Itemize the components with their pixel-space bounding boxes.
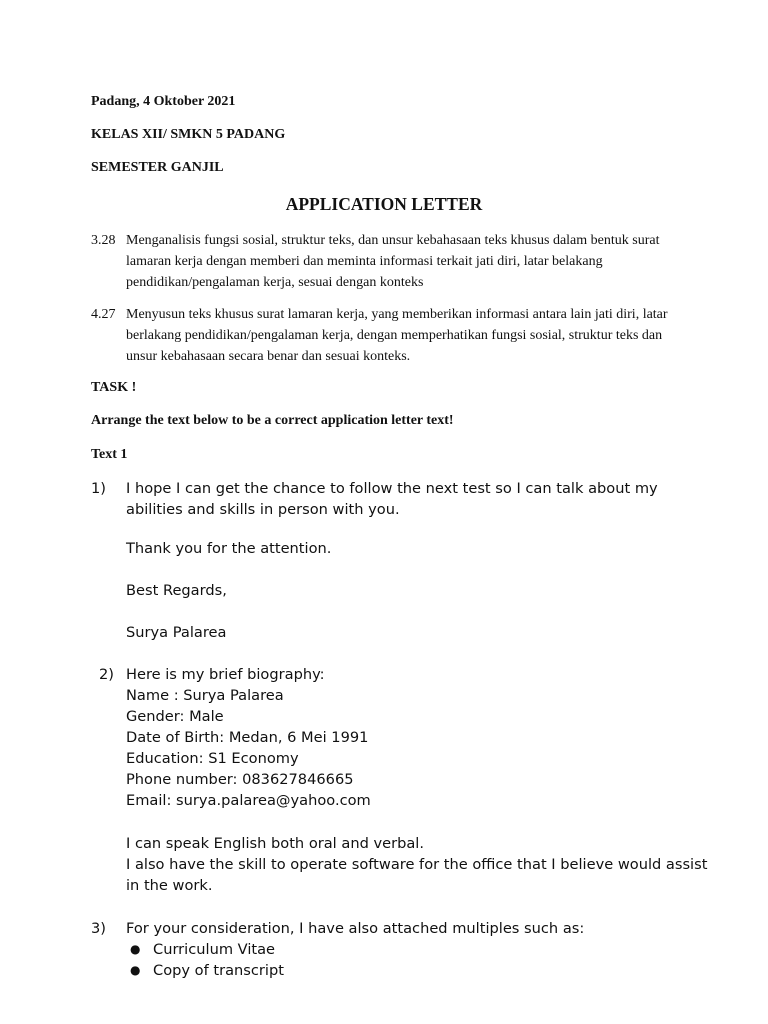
competency-number: 4.27: [91, 307, 116, 322]
item-number: 2): [99, 666, 114, 683]
bio-phone: Phone number: 083627846665: [126, 771, 354, 788]
skill-text: I can speak English both oral and verbal.: [126, 835, 424, 852]
competency-4-27: [91, 304, 691, 367]
task-instruction: Arrange the text below to be a correct application letter text!: [91, 413, 454, 428]
item-number: 1): [91, 480, 106, 497]
competency-text: Menganalisis fungsi sosial, struktur teks, dan unsur kebahasaan teks khusus dalam bentuk surat lamaran kerja dengan memberi dan meminta informasi terkait jati diri, latar belakang pendidikan/pengalaman kerja, sesuai dengan konteks: [126, 233, 660, 290]
closing-thanks: Thank you for the attention.: [126, 540, 332, 557]
document-title: APPLICATION LETTER: [285, 194, 483, 214]
attachment-item: Copy of transcript: [153, 962, 284, 979]
task-label: TASK !: [91, 380, 137, 395]
attachments-intro: For your consideration, I have also attached multiples such as:: [126, 920, 585, 937]
item-number: 3): [91, 920, 106, 937]
letter-date: Padang, 4 Oktober 2021: [91, 94, 236, 109]
bio-education: Education: S1 Economy: [126, 750, 299, 767]
bio-email: Email: surya.palarea@yahoo.com: [126, 792, 371, 809]
biography-intro: Here is my brief biography:: [126, 666, 325, 683]
competency-number: 3.28: [91, 233, 116, 248]
text-label: Text 1: [91, 447, 128, 462]
bio-birth: Date of Birth: Medan, 6 Mei 1991: [126, 729, 369, 746]
class-info: KELAS XII/ SMKN 5 PADANG: [91, 127, 286, 142]
competency-text: Menyusun teks khusus surat lamaran kerja, yang memberikan informasi antara lain jati diri, latar berlakang pendidikan/pengalaman kerja, dengan memperhatikan fungsi sosial, struktur teks dan unsur kebahasaan secara benar dan sesuai konteks.: [126, 307, 668, 364]
item-text: abilities and skills in person with you.: [126, 501, 400, 518]
competency-3-28: [91, 230, 691, 293]
bullet-icon: ●: [130, 942, 141, 956]
skill-text: in the work.: [126, 877, 213, 894]
attachment-item: Curriculum Vitae: [153, 941, 276, 958]
skill-text: I also have the skill to operate software for the office that I believe would assist: [126, 856, 708, 873]
bio-name: Name : Surya Palarea: [126, 687, 284, 704]
signature-name: Surya Palarea: [126, 624, 227, 641]
semester-info: SEMESTER GANJIL: [91, 160, 224, 175]
bullet-icon: ●: [130, 963, 141, 977]
bio-gender: Gender: Male: [126, 708, 224, 725]
item-text: I hope I can get the chance to follow the next test so I can talk about my: [126, 480, 658, 497]
closing-regards: Best Regards,: [126, 582, 227, 599]
